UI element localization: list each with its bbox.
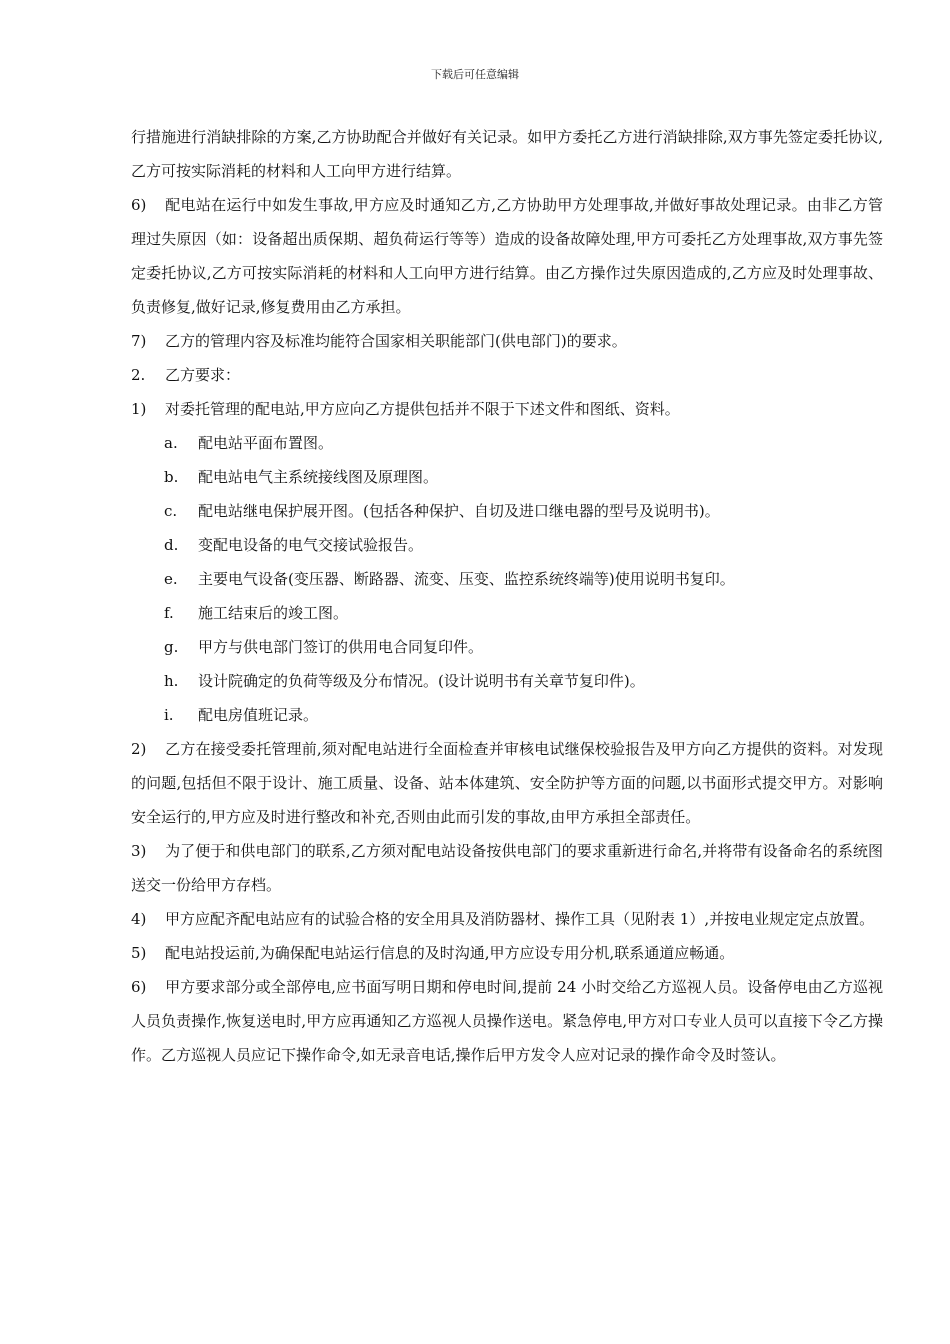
paragraph-text: 乙方的管理内容及标准均能符合国家相关职能部门(供电部门)的要求。 [165,332,627,350]
list-item-text: 施工结束后的竣工图。 [198,604,349,622]
list-item [131,596,883,630]
paragraph-text: 配电站在运行中如发生事故,甲方应及时通知乙方,乙方协助甲方处理事故,并做好事故处理记录。由非乙方管理过失原因（如：设备超出质保期、超负荷运行等等）造成的设备故障处理,甲方可委托乙方处理事故,双方事先签定委托协议,乙方可按实际消耗的材料和人工向甲方进行结算。由乙方操作过失原因造成的,乙方应及时处理事故、负责修复,做好记录,修复费用由乙方承担。 [131,196,883,316]
list-item [131,426,883,460]
paragraph-text: 为了便于和供电部门的联系,乙方须对配电站设备按供电部门的要求重新进行命名,并将带有设备命名的系统图送交一份给甲方存档。 [131,842,883,894]
paragraph [131,902,883,936]
item-number: 5) [131,944,147,962]
paragraph [131,120,883,188]
item-number: 1) [131,400,147,418]
list-item-text: 配电站平面布置图。 [198,434,334,452]
item-letter: h. [164,672,179,690]
list-item [131,528,883,562]
item-letter: i. [164,706,174,724]
paragraph [131,936,883,970]
list-item-text: 变配电设备的电气交接试验报告。 [198,536,424,554]
item-letter: d. [164,536,179,554]
document-body [131,120,883,1072]
paragraph [131,392,883,426]
item-number: 2) [131,740,147,758]
list-item [131,698,883,732]
list-item [131,664,883,698]
paragraph-text: 配电站投运前,为确保配电站运行信息的及时沟通,甲方应设专用分机,联系通道应畅通。 [165,944,735,962]
paragraph [131,970,883,1072]
item-letter: a. [164,434,178,452]
list-item [131,460,883,494]
list-item-text: 设计院确定的负荷等级及分布情况。(设计说明书有关章节复印件)。 [198,672,645,690]
item-letter: b. [164,468,179,486]
list-item-text: 配电站继电保护展开图。(包括各种保护、自切及进口继电器的型号及说明书)。 [198,502,720,520]
paragraph [131,324,883,358]
list-item [131,630,883,664]
section-heading [131,358,883,392]
list-item-text: 主要电气设备(变压器、断路器、流变、压变、监控系统终端等)使用说明书复印。 [198,570,735,588]
item-number: 6) [131,978,147,996]
paragraph-text: 乙方在接受委托管理前,须对配电站进行全面检查并审核电试继保校验报告及甲方向乙方提供的资料。对发现的问题,包括但不限于设计、施工质量、设备、站本体建筑、安全防护等方面的问题,以书面形式提交甲方。对影响安全运行的,甲方应及时进行整改和补充,否则由此而引发的事故,由甲方承担全部责任。 [131,740,883,826]
item-number: 3) [131,842,147,860]
list-item [131,494,883,528]
item-number: 2. [131,366,146,384]
list-item-text: 甲方与供电部门签订的供用电合同复印件。 [198,638,484,656]
item-letter: c. [164,502,178,520]
list-item-text: 配电房值班记录。 [198,706,319,724]
paragraph-text: 行措施进行消缺排除的方案,乙方协助配合并做好有关记录。如甲方委托乙方进行消缺排除,双方事先签定委托协议,乙方可按实际消耗的材料和人工向甲方进行结算。 [131,128,883,180]
page-header: 下载后可任意编辑 [431,68,519,81]
item-letter: f. [164,604,174,622]
item-number: 4) [131,910,147,928]
paragraph-text: 甲方要求部分或全部停电,应书面写明日期和停电时间,提前 24 小时交给乙方巡视人员。设备停电由乙方巡视人员负责操作,恢复送电时,甲方应再通知乙方巡视人员操作送电。紧急停电,甲方对口专业人员可以直接下令乙方操作。乙方巡视人员应记下操作命令,如无录音电话,操作后甲方发令人应对记录的操作命令及时签认。 [131,978,883,1064]
paragraph [131,732,883,834]
paragraph-text: 乙方要求： [165,366,241,384]
item-number: 7) [131,332,147,350]
paragraph-text: 对委托管理的配电站,甲方应向乙方提供包括并不限于下述文件和图纸、资料。 [165,400,680,418]
paragraph-text: 甲方应配齐配电站应有的试验合格的安全用具及消防器材、操作工具（见附表 1）,并按电业规定定点放置。 [165,910,875,928]
list-item [131,562,883,596]
item-number: 6) [131,196,147,214]
item-letter: g. [164,638,179,656]
paragraph [131,188,883,324]
paragraph [131,834,883,902]
item-letter: e. [164,570,178,588]
list-item-text: 配电站电气主系统接线图及原理图。 [198,468,439,486]
